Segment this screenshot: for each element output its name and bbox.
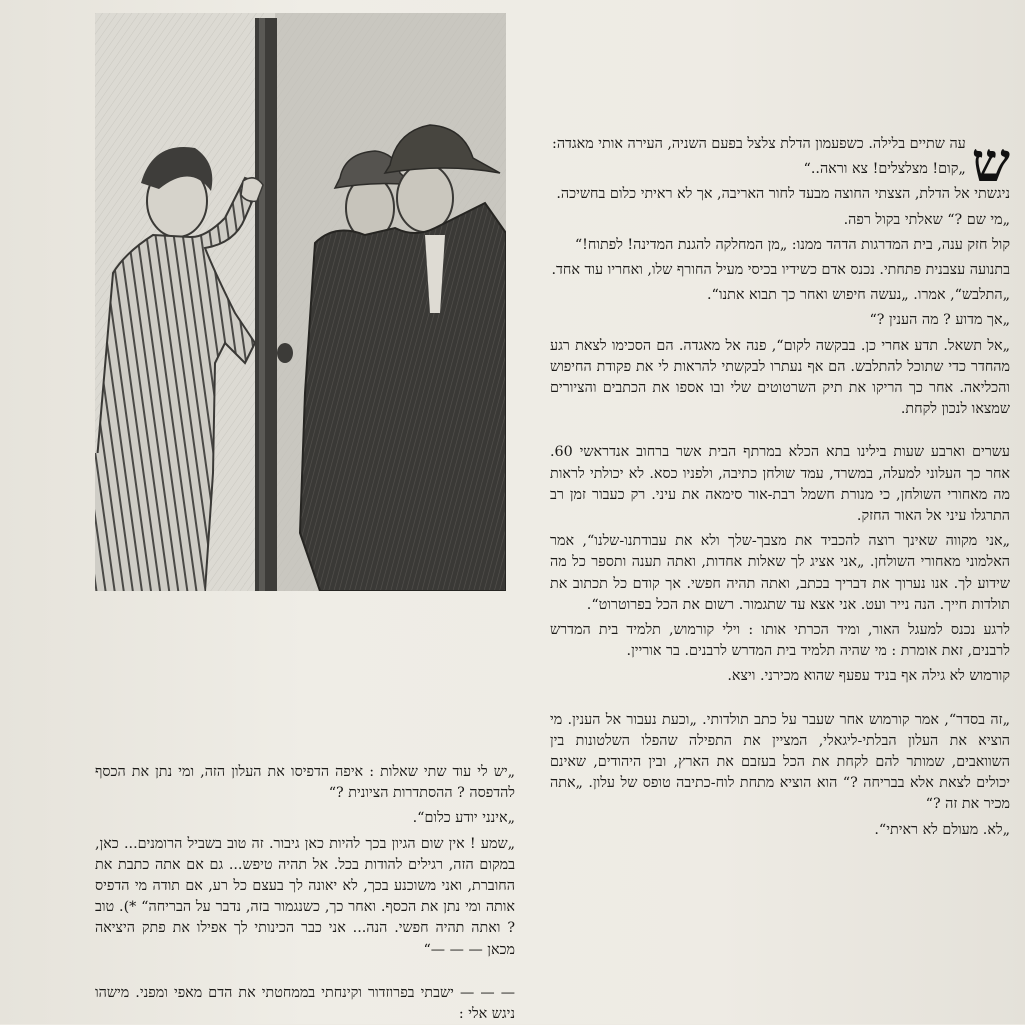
paragraph: בתנועה עצבנית פתחתי. נכנס אדם כשידיו בכיסי מעיל החורף שלו, ואחריו עוד אחד.	[551, 262, 1010, 279]
paragraph: קורמוש לא גילה אף בניד עפעף שהוא מכירני. ויצא.	[727, 668, 1010, 685]
paragraph: „אך מדוע ? מה הענין ?“	[869, 312, 1010, 329]
paragraph: „מי שם ?“ שאלתי בקול רפה.	[843, 211, 1010, 228]
paragraph: — — — ישבתי בפרוזדור וקינחתי בממחטתי את הדם מאפי ומפני. מישהו ניגש אלי :	[95, 984, 515, 1023]
paragraph: „לא. מעולם לא ראיתי“.	[874, 821, 1010, 838]
paragraph: עשרים וארבע שעות בילינו בתא הכלא במרתף הבית אשר ברחוב אנדראשי 60. אחר כך העלוני למעלה, במשרד, עמד שולחן כתיבה, ולפניו כסא. לא יכולתי לראות מה מאחורי השולחן, כי מנורת חשמל רבת-אור סימאה את עיני. רק כעבור זמן רב התרגלו עיני אל האור החזק.	[550, 444, 1010, 525]
paragraph: „התלבש“, אמרו. „נעשה חיפוש ואחר כך תבוא אתנו“.	[706, 287, 1010, 304]
paragraph: „אני מקווה שאינך רוצה להכביד את מצבך-שלך ולא את עבודתנו-שלנו“, אמר האלמוני מאחורי השולחן. „אני אציג לך שאלות אחדות, ואתה תענה ותספר כל מה שידוע לך. אנו נערוך את דבריך בכתב, ואתה תהיה חפשי. אך קודם כל תכתוב את תולדות חייך. הנה נייר ועט. אני אצא עד שתגמור. רשום את הכל בפרוטרוט“.	[550, 533, 1010, 613]
paragraph: לרגע נכנס למעגל האור, ומיד הכרתי אותו : וילי קורמוש, תלמיד בית המדרש לרבנים, זאת אומרת : מי שהיה תלמיד בית המדרש לרבנים. בר אוריין.	[550, 622, 1010, 660]
paragraph: „זה בסדר“, אמר קורמוש אחר שעבר על כתב תולדותי. „וכעת נעבור אל הענין. מי הוציא את העלון הבלתי-ליגאלי, המציין את התפילה שהפלו השלטונות בין השוואבים, שמותר להם לקחת את הכל בעזבם את הארץ, ובין היהודים, שאינם יכולים לצאת אלא בבריחה ?“ הוא הוציא מתחת לוח-כתיבה טופס של עלון. „אתה מכיר את זה ?“	[550, 711, 1010, 813]
article-left-column	[95, 762, 515, 1025]
paragraph: „קום! מצלצלים! צא וראה..“	[803, 161, 966, 178]
paragraph: קול חזק ענה, בית המדרגות הדהד ממנו: „מן המחלקה להגנת המדינה! לפתוח!“	[574, 236, 1010, 253]
illustration-drawing	[95, 13, 506, 591]
illustration-image	[95, 13, 506, 591]
drop-cap-letter: ש	[971, 130, 1010, 194]
paragraph: „שמע ! אין שום הגיון בכך להיות כאן גיבור. זה טוב בשביל הרומנים... כאן, במקום הזה, רגילים להודות בכל. אל תהיה טיפש... גם אם אתה כתבת את החוברת, ואני משוכנע בכך, לא יאונה לך בעצם כל רע, אם תודה מי הדפיס אותה ומי נתן את הכסף. ואחר כך, כשנגמור בזה, נדבר על הבריחה“ *). טוב ? ואתה תהיה חפשי. הנה... אני כבר הכינותי לך אפילו את פתק היציאה מכאן — — —“	[95, 835, 515, 958]
paragraph: „יש לי עוד שתי שאלות : איפה הדפיסו את העלון הזה, ומי נתן את הכסף להדפסה ? ההסתדרות הציונית ?“	[95, 764, 515, 802]
paragraph: „אל תשאל. תדע אחרי כן. בבקשה לקום“, פנה אל מאגדה. הם הסכימו לצאת רגע מהחדר כדי שתוכל להתלבש. הם אף נעתרו לבקשתי להראות לי את פקודת החיפוש והכליאה. אחר כך הריקו את תיק השרטוטים שלי ובו אספו את הכתבים והציורים שמצאו לנכון לקחת.	[550, 337, 1010, 418]
paragraph: „אינני יודע כלום“.	[412, 810, 515, 827]
article-right-column	[550, 130, 1010, 841]
paragraph: ניגשתי אל הדלת, הצצתי החוצה מבעד לחור האריבה, אך לא ראיתי כלום בחשיכה.	[556, 186, 1010, 203]
paragraph: עה שתיים בלילה. כשפעמון הדלת צלצל בפעם השניה, העירה אותי מאגדה:	[552, 136, 966, 152]
